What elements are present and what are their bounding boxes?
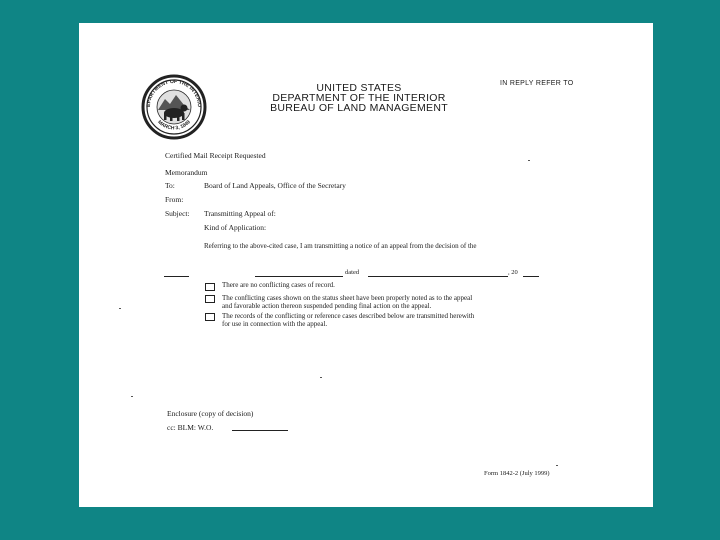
check-3-line1: The records of the conflicting or reference cases described below are transmitted herewith [222, 312, 475, 320]
scan-speck [556, 465, 558, 466]
dated-label: dated [345, 269, 360, 276]
decision-blank-2 [255, 276, 343, 277]
checkbox-no-conflicts[interactable] [205, 283, 215, 291]
form-number: Form 1842-2 (July 1999) [484, 470, 550, 477]
check-3-line2: for use in connection with the appeal. [222, 320, 328, 328]
check-2-line1: The conflicting cases shown on the status sheet have been properly noted as to the appeal [222, 294, 473, 302]
date-blank [368, 276, 508, 277]
referring-paragraph: Referring to the above-cited case, I am transmitting a notice of an appeal from the decision of the [204, 242, 477, 250]
kind-of-application: Kind of Application: [204, 223, 267, 232]
year-prefix: , 20 [508, 269, 518, 276]
seal-bottom-text: MARCH 3, 1849 [156, 119, 192, 132]
document-page [79, 23, 653, 507]
reply-refer-label: IN REPLY REFER TO [500, 80, 574, 87]
to-label: To: [165, 181, 175, 190]
scan-speck [119, 308, 121, 309]
seal-top-text: EPARTMENT OF THE INTERIO [145, 78, 203, 108]
cc-blank [232, 430, 288, 431]
subject-value: Transmitting Appeal of: [204, 209, 276, 218]
to-value: Board of Land Appeals, Office of the Secretary [204, 181, 346, 190]
doi-seal-icon [141, 74, 207, 140]
check-2-line2: and favorable action thereon suspended pending final action on the appeal. [222, 302, 432, 310]
checkbox-records-transmitted[interactable] [205, 313, 215, 321]
certified-mail-line: Certified Mail Receipt Requested [165, 151, 266, 160]
subject-label: Subject: [165, 209, 190, 218]
letterhead-bureau: BUREAU OF LAND MANAGEMENT [270, 102, 448, 114]
letterhead-department: DEPARTMENT OF THE INTERIOR [272, 92, 446, 104]
decision-blank-1 [164, 276, 189, 277]
memorandum-heading: Memorandum [165, 168, 208, 177]
cc-line: cc: BLM: W.O. [167, 423, 214, 432]
check-1-text: There are no conflicting cases of record. [222, 281, 335, 289]
scan-speck [528, 160, 530, 161]
from-label: From: [165, 195, 184, 204]
scan-speck [131, 396, 133, 397]
enclosure-line: Enclosure (copy of decision) [167, 409, 254, 418]
year-blank [523, 276, 539, 277]
letterhead-country: UNITED STATES [316, 82, 402, 94]
checkbox-conflicts-noted[interactable] [205, 295, 215, 303]
scan-speck [320, 377, 322, 378]
letterhead [264, 83, 454, 113]
